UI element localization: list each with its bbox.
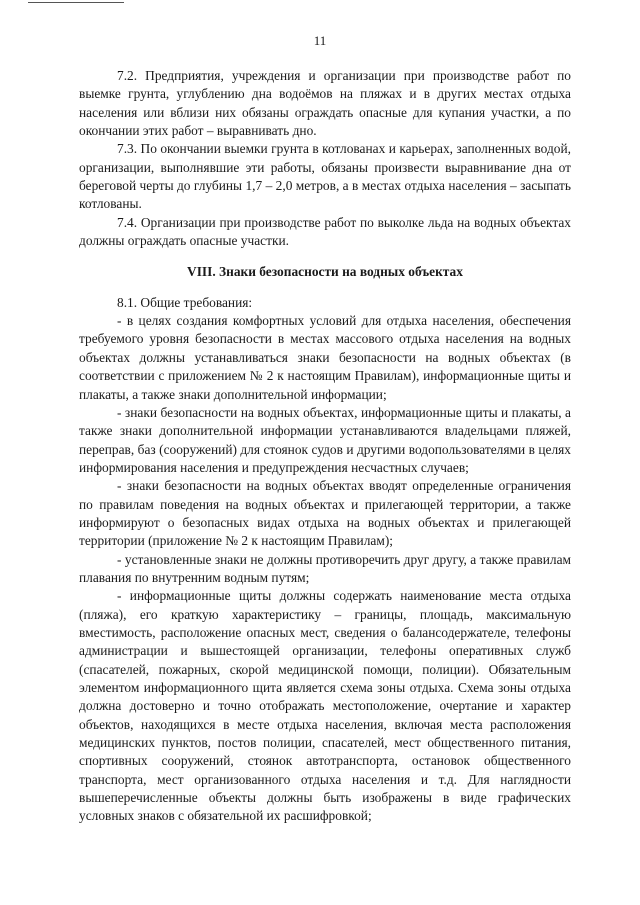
section-heading: VIII. Знаки безопасности на водных объектах — [187, 264, 463, 280]
paragraph-7-3: 7.3. По окончании выемки грунта в котлованах и карьерах, заполненных водой, организации, выполнявшие эти работы, обязаны произвести выравнивание дна от береговой черты до глубины 1,7 – 2,0 метров, а в местах отдыха населения – засыпать котлованы. — [79, 141, 571, 212]
document-body — [79, 67, 571, 826]
list-item-info-boards: - информационные щиты должны содержать наименование места отдыха (пляжа), его краткую характеристику – границы, площадь, максимальную вместимость, расположение опасных мест, сведения о балансодержателе, телефоны администрации и вышестоящей организации, телефоны оперативных служб (спасателей, пожарных, скорой медицинской помощи, полиции). Обязательным элементом информационного щита является схема зоны отдыха. Схема зоны отдыха должна достоверно и точно отображать местоположение, очертание и характер объектов, находящихся в месте отдыха населения, включая места расположения медицинских пунктов, постов полиции, спасателей, мест общественного питания, спортивных сооружений, стоянок автотранспорта, остановок общественного транспорта, мест организованного отдыха населения и т.д. Для наглядности вышеперечисленные объекты должны быть изображены в виде графических условных знаков с обязательной их расшифровкой; — [79, 588, 571, 824]
top-rule — [28, 2, 124, 3]
paragraph-8-1: 8.1. Общие требования: — [117, 294, 253, 310]
list-item-signs-installation: - в целях создания комфортных условий для отдыха населения, обеспечения требуемого уровня безопасности в местах массового отдыха населения на водных объектах должны устанавливаться знаки безопасности на водных объектах (в соответствии с приложением № 2 к настоящим Правилам), информационные щиты и плакаты, а также знаки дополнительной информации; — [79, 313, 571, 402]
list-item-signs-consistency: - установленные знаки не должны противоречить друг другу, а также правилам плавания по внутренним водным путям; — [79, 551, 571, 585]
page-number: 11 — [313, 33, 327, 48]
list-item-signs-restrictions: - знаки безопасности на водных объектах вводят определенные ограничения по правилам поведения на водных объектах и прилегающей территории, а также информируют о безопасных видах отдыха на водных объектах и прилегающей территории (приложение № 2 к настоящим Правилам); — [79, 478, 571, 549]
list-item-signs-owners: - знаки безопасности на водных объектах, информационные щиты и плакаты, а также знаки дополнительной информации устанавливаются владельцами пляжей, переправ, баз (сооружений) для стоянок судов и другими водопользователями в целях информирования населения и предупреждения несчастных случаев; — [79, 404, 571, 475]
paragraph-7-2: 7.2. Предприятия, учреждения и организации при производстве работ по выемке грунта, углублению дна водоёмов на пляжах и в других местах отдыха населения или вблизи них обязаны ограждать опасные для купания участки, а по окончании этих работ – выравнивать дно. — [79, 68, 571, 139]
paragraph-7-4: 7.4. Организации при производстве работ по выколке льда на водных объектах должны ограждать опасные участки. — [79, 214, 571, 249]
